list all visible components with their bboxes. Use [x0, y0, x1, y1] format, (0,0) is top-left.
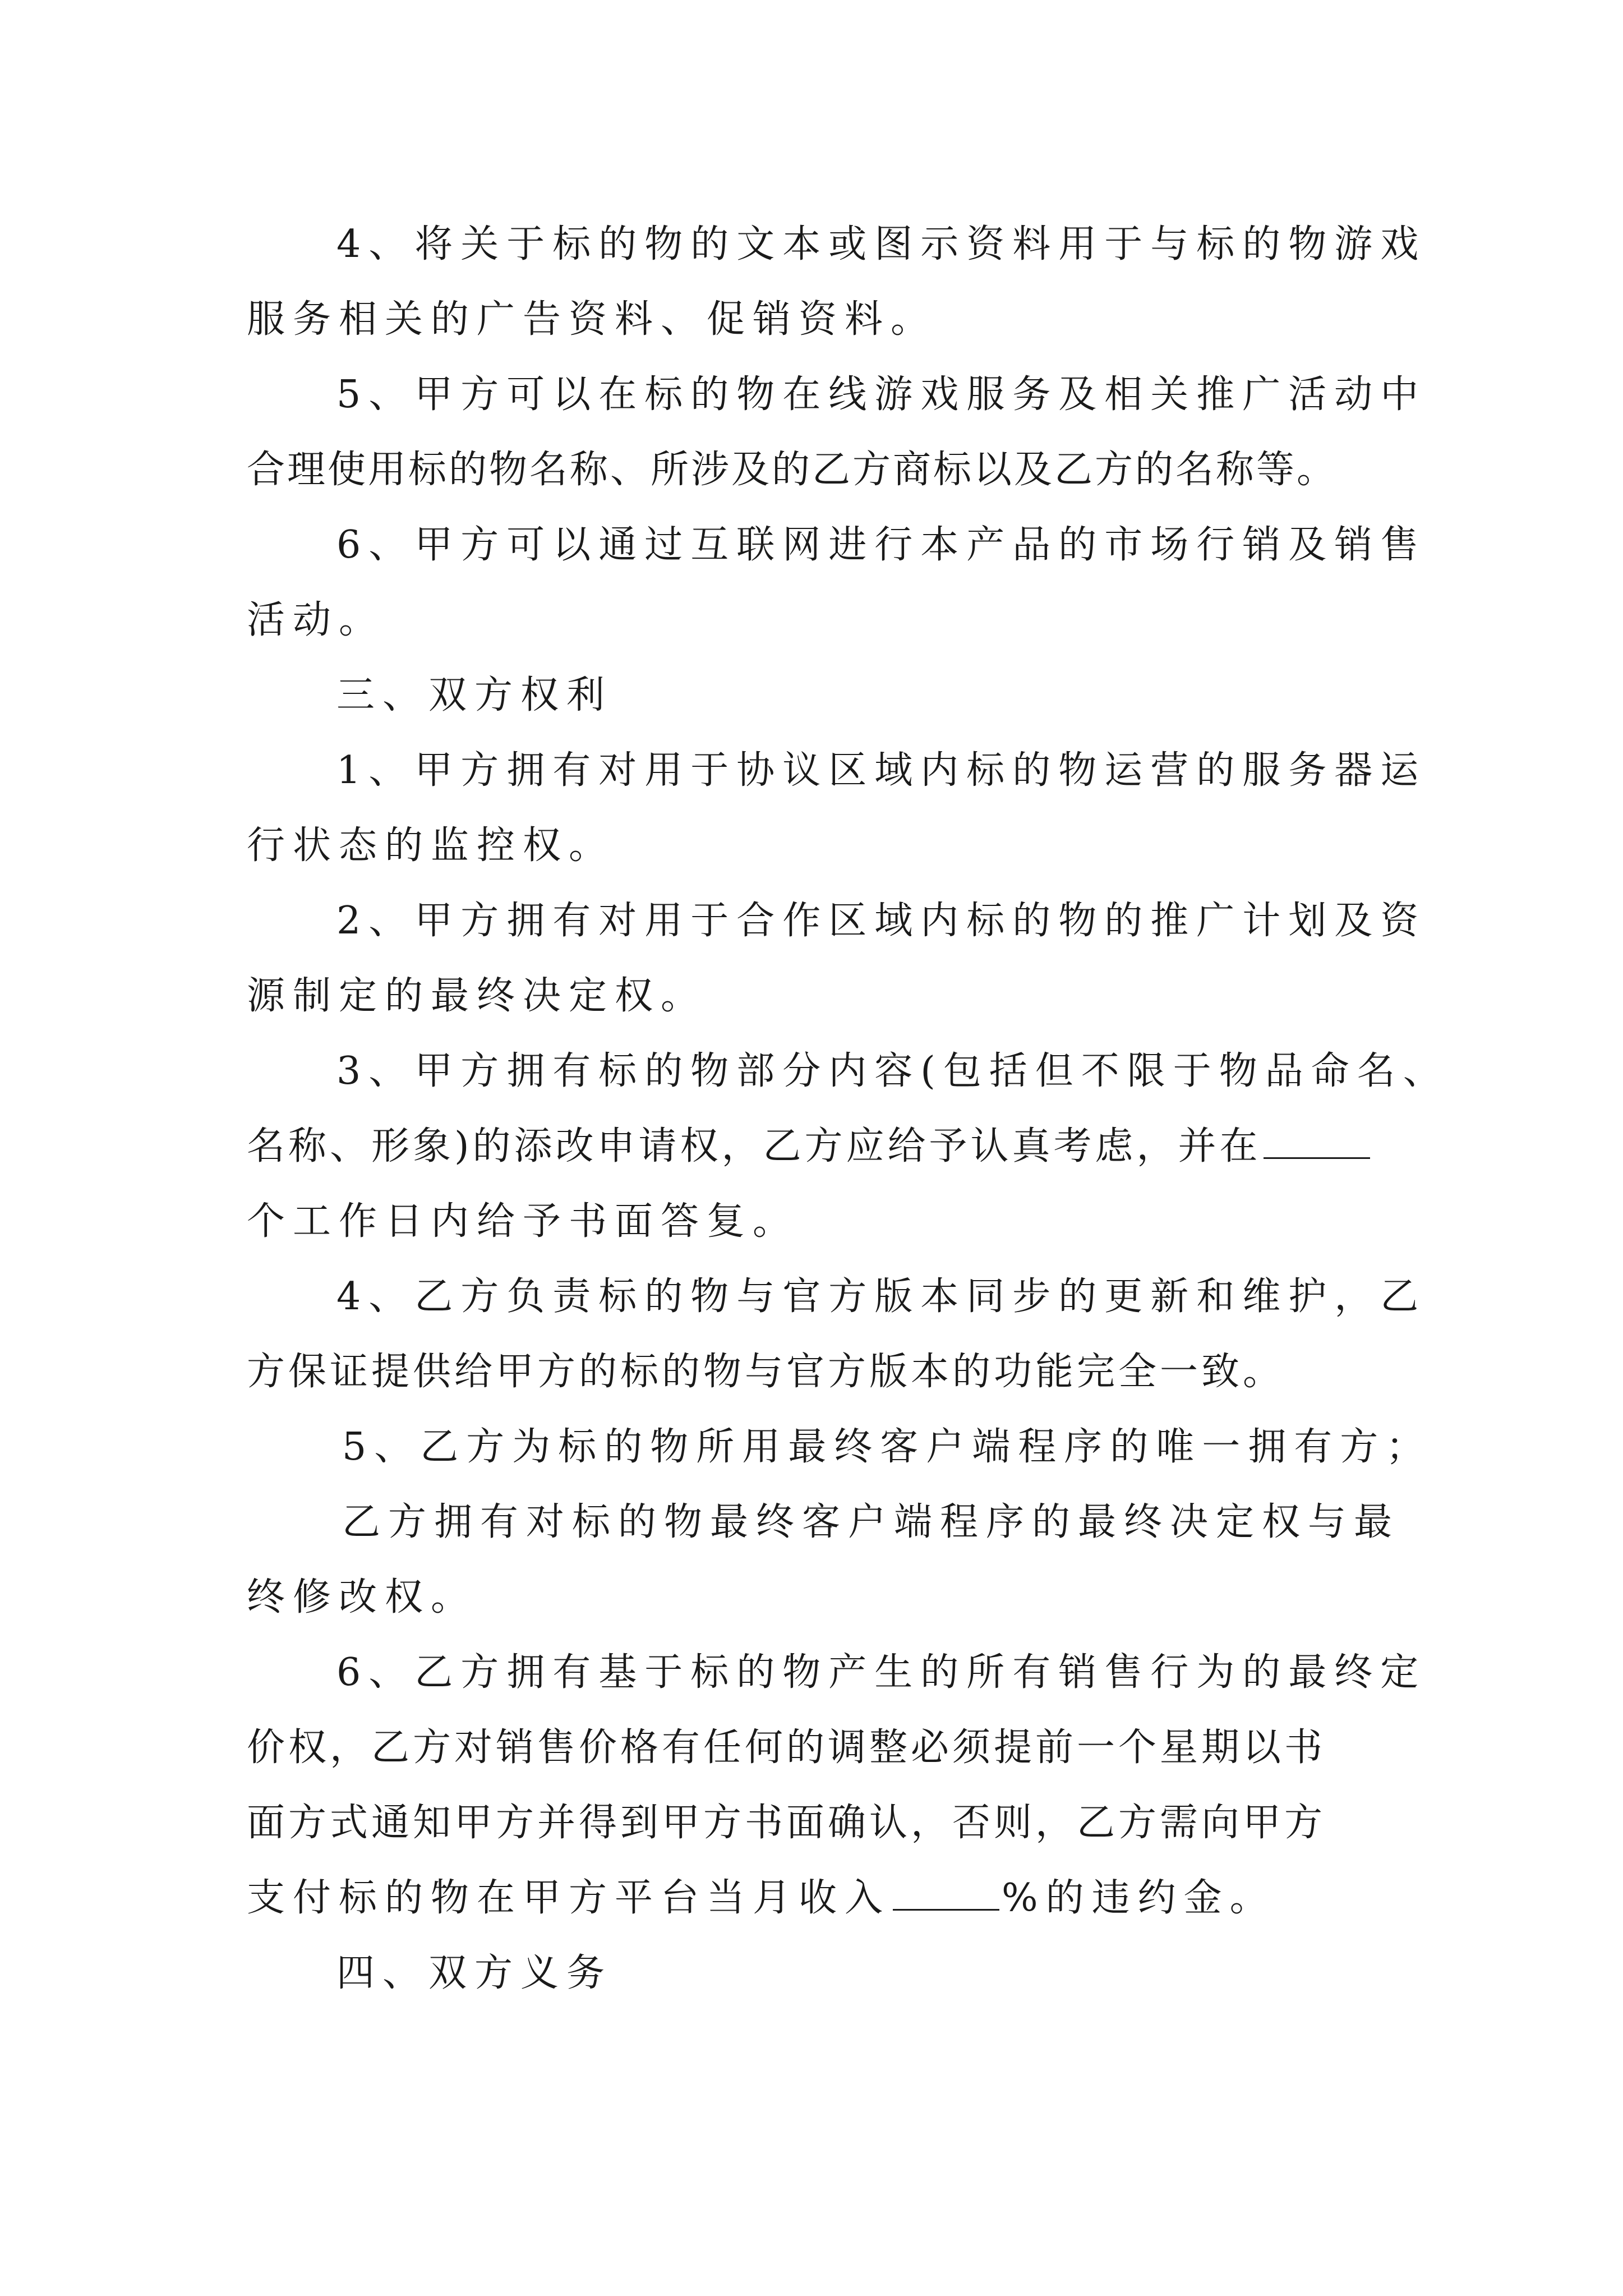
paragraph-line: 个工作日内给予书面答复。	[247, 1199, 799, 1244]
paragraph-line: 1、甲方拥有对用于协议区域内标的物运营的服务器运	[336, 748, 1427, 793]
line-text: 支付标的物在甲方平台当月收入	[247, 1876, 891, 1920]
line-text: 名称、形象)的添改申请权，乙方应给予认真考虑，并在	[247, 1124, 1261, 1168]
paragraph-line: 面方式通知甲方并得到甲方书面确认，否则，乙方需向甲方	[247, 1801, 1326, 1845]
paragraph-line	[247, 1871, 1391, 1925]
paragraph-line: 6、甲方可以通过互联网进行本产品的市场行销及销售	[336, 523, 1427, 567]
section-heading: 四、双方义务	[336, 1951, 613, 1995]
line-text: %的违约金。	[1002, 1876, 1276, 1920]
fill-in-blank	[893, 1875, 999, 1911]
paragraph-line: 4、乙方负责标的物与官方版本同步的更新和维护，乙	[336, 1274, 1427, 1319]
fill-in-blank	[1264, 1124, 1370, 1159]
paragraph-line: 服务相关的广告资料、促销资料。	[247, 297, 937, 342]
paragraph-line: 3、甲方拥有标的物部分内容(包括但不限于物品命名、	[336, 1049, 1449, 1093]
paragraph-line: 活动。	[247, 598, 385, 642]
paragraph-line: 5、乙方为标的物所用最终客户端程序的唯一拥有方；	[342, 1425, 1432, 1469]
paragraph-line	[247, 1120, 1391, 1174]
paragraph-line: 乙方拥有对标的物最终客户端程序的最终决定权与最	[342, 1500, 1400, 1544]
paragraph-line: 4、将关于标的物的文本或图示资料用于与标的物游戏	[336, 222, 1427, 266]
paragraph-line: 价权，乙方对销售价格有任何的调整必须提前一个星期以书	[247, 1726, 1326, 1770]
paragraph-line: 行状态的监控权。	[247, 823, 615, 868]
section-heading: 三、双方权利	[336, 673, 613, 717]
paragraph-line: 2、甲方拥有对用于合作区域内标的物的推广计划及资	[336, 899, 1427, 943]
paragraph-line: 合理使用标的物名称、所涉及的乙方商标以及乙方的名称等。	[247, 448, 1338, 492]
paragraph-line: 源制定的最终决定权。	[247, 974, 707, 1018]
paragraph-line: 6、乙方拥有基于标的物产生的所有销售行为的最终定	[336, 1650, 1427, 1695]
paragraph-line: 终修改权。	[247, 1575, 477, 1619]
paragraph-line: 5、甲方可以在标的物在线游戏服务及相关推广活动中	[336, 372, 1427, 417]
paragraph-line: 方保证提供给甲方的标的物与官方版本的功能完全一致。	[247, 1350, 1285, 1394]
